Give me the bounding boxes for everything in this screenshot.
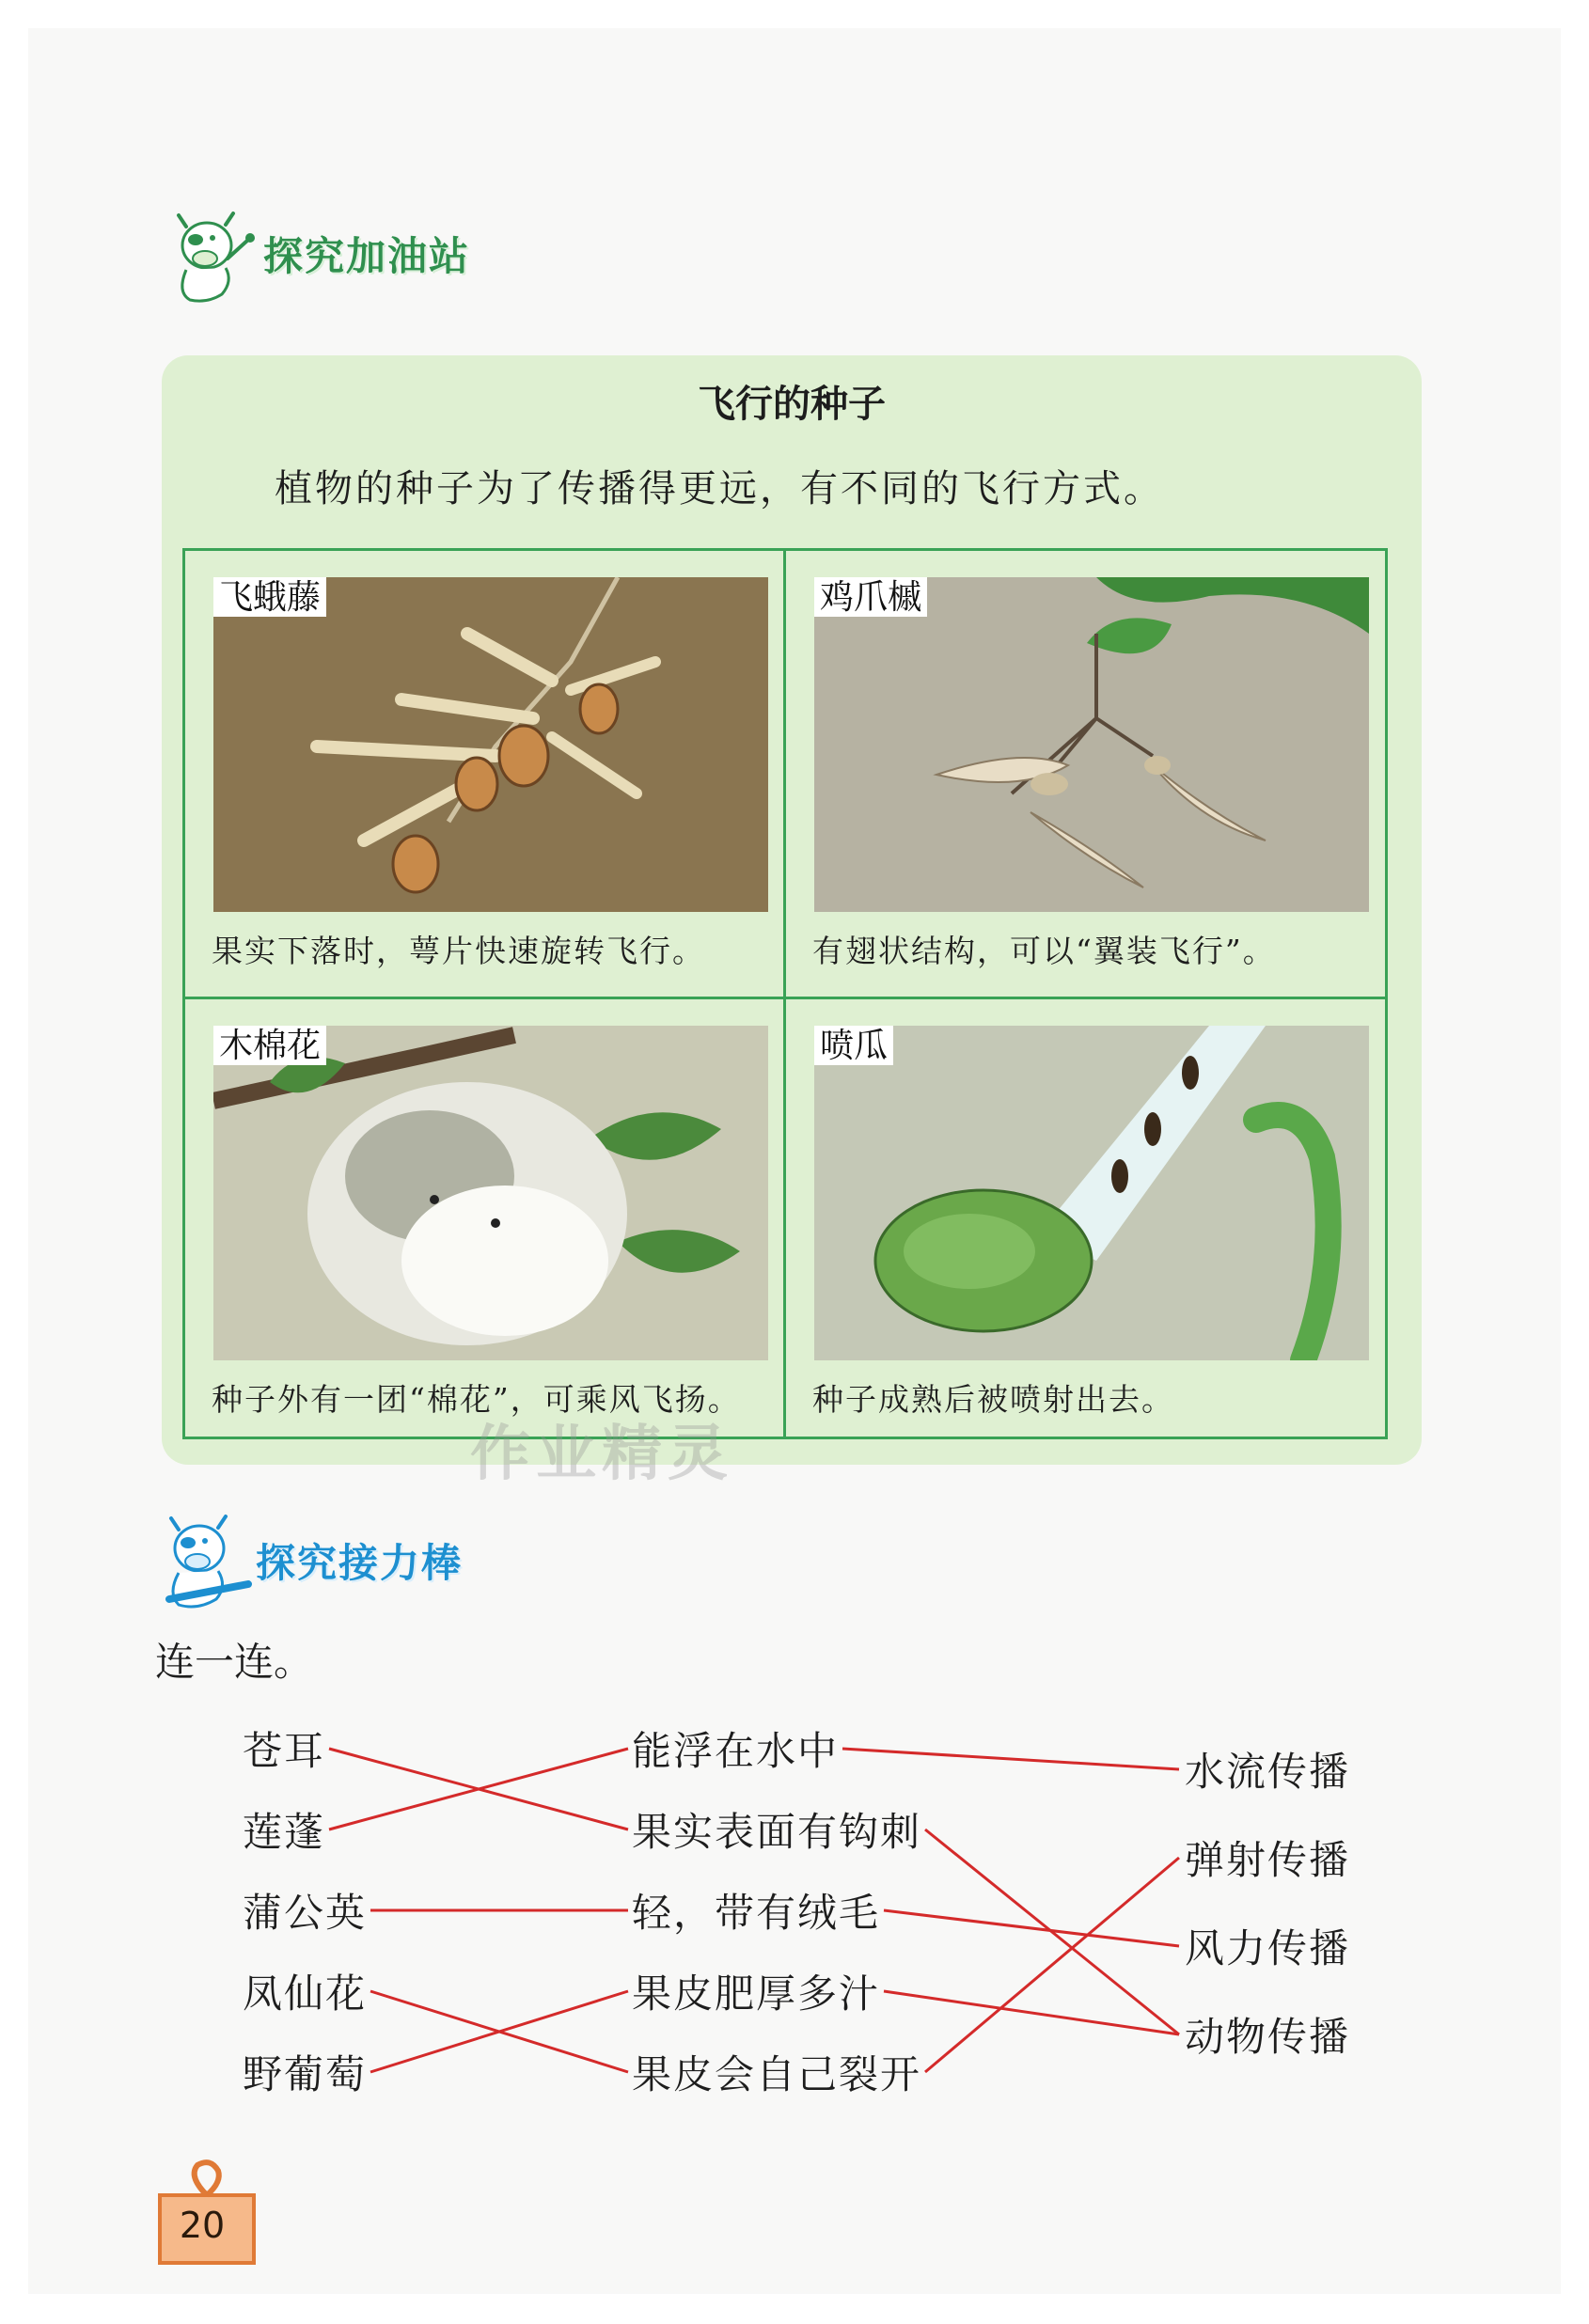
seed-caption: 果实下落时，萼片快速旋转飞行。 — [212, 933, 705, 969]
watermark: 作业精灵 — [470, 1420, 733, 1489]
left-item[interactable]: 苍耳 — [243, 1728, 326, 1774]
page-number-badge — [150, 2158, 263, 2270]
middle-item[interactable]: 轻，带有绒毛 — [632, 1890, 881, 1936]
middle-item[interactable]: 果皮会自己裂开 — [632, 2051, 922, 2097]
seed-name: 飞蛾藤 — [213, 577, 326, 617]
right-item[interactable]: 水流传播 — [1185, 1749, 1351, 1795]
seed-name: 喷瓜 — [814, 1026, 893, 1065]
right-item[interactable]: 弹射传播 — [1185, 1837, 1351, 1883]
right-item[interactable]: 动物传播 — [1185, 2014, 1351, 2060]
connection-line — [925, 1858, 1179, 2072]
panel-title: 飞行的种子 — [698, 382, 886, 426]
middle-item[interactable]: 果皮肥厚多汁 — [632, 1971, 881, 2017]
section-title: 探究加油站 — [263, 233, 471, 279]
connection-line — [842, 1749, 1179, 1769]
seed-caption: 有翅状结构，可以“翼装飞行”。 — [812, 933, 1276, 969]
left-item[interactable]: 野葡萄 — [243, 2051, 368, 2097]
section-title: 探究接力棒 — [256, 1540, 464, 1586]
panel-intro: 植物的种子为了传播得更远，有不同的飞行方式。 — [275, 467, 1164, 510]
seed-name: 鸡爪槭 — [814, 577, 927, 617]
seed-name: 木棉花 — [213, 1026, 326, 1065]
left-item[interactable]: 蒲公英 — [243, 1890, 368, 1936]
seed-caption: 种子成熟后被喷射出去。 — [812, 1381, 1174, 1418]
seed-caption: 种子外有一团“棉花”，可乘风飞扬。 — [212, 1381, 741, 1418]
middle-item[interactable]: 果实表面有钩刺 — [632, 1809, 922, 1855]
page-number: 20 — [179, 2205, 226, 2246]
left-item[interactable]: 凤仙花 — [243, 1971, 368, 2017]
instruction: 连一连。 — [155, 1639, 314, 1685]
middle-item[interactable]: 能浮在水中 — [632, 1728, 840, 1774]
left-item[interactable]: 莲蓬 — [243, 1809, 326, 1855]
right-item[interactable]: 风力传播 — [1185, 1925, 1351, 1971]
